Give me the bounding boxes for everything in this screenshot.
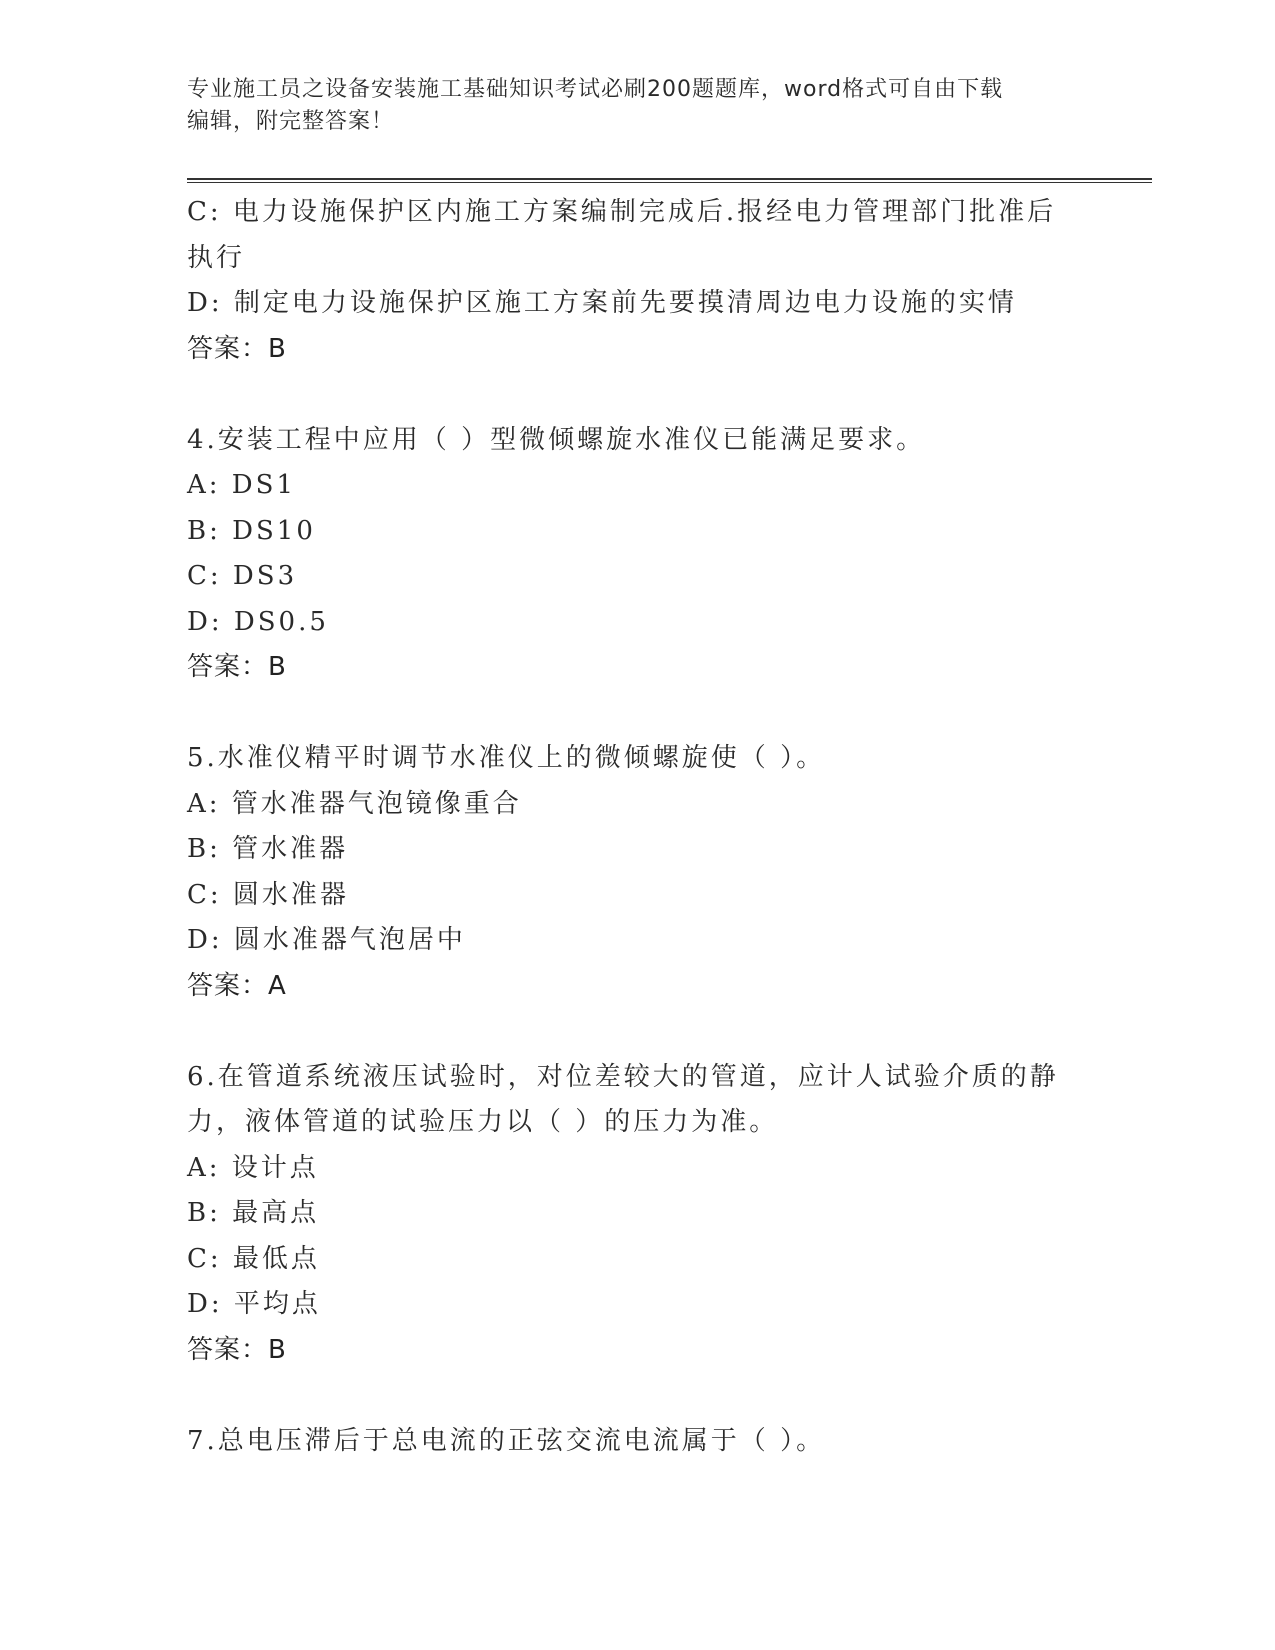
option-a: A: 管水准器气泡镜像重合: [187, 788, 522, 819]
option-b: B: 管水准器: [187, 834, 349, 864]
option-c-continued: 执行: [187, 242, 246, 273]
answer-label: 答案：B: [187, 333, 287, 364]
document-header: [187, 74, 1067, 138]
spacer: [187, 1373, 1067, 1419]
option-d: D: 平均点: [187, 1289, 321, 1319]
option-a: A: DS1: [187, 470, 296, 500]
spacer: [187, 372, 1067, 418]
option-c: C: 圆水准器: [187, 879, 349, 910]
header-divider: [187, 178, 1152, 183]
option-d: D: 圆水准器气泡居中: [187, 925, 466, 955]
header-title-line-1: 专业施工员之设备安装施工基础知识考试必刷200题题库，word格式可自由下载: [187, 77, 1004, 102]
spacer: [187, 1009, 1067, 1055]
answer-label: 答案：B: [187, 652, 287, 682]
question-stem-continued: 力，液体管道的试验压力以（ ）的压力为准。: [187, 1107, 779, 1137]
question-5: [187, 736, 1067, 1009]
question-stem: 6.在管道系统液压试验时，对位差较大的管道，应计人试验介质的静: [187, 1061, 1059, 1092]
option-b: B: DS10: [187, 515, 316, 546]
answer-label: 答案：B: [187, 1334, 287, 1365]
option-c: C: DS3: [187, 561, 298, 591]
option-c: C: 电力设施保护区内施工方案编制完成后.报经电力管理部门批准后: [187, 197, 1057, 227]
spacer: [187, 691, 1067, 737]
question-content: [187, 190, 1067, 1464]
question-7: [187, 1419, 1067, 1465]
question-stem: 5.水准仪精平时调节水准仪上的微倾螺旋使（ ）。: [187, 743, 826, 773]
option-c: C: 最低点: [187, 1243, 320, 1274]
option-d: D: 制定电力设施保护区施工方案前先要摸清周边电力设施的实情: [187, 288, 1017, 318]
option-a: A: 设计点: [187, 1152, 319, 1183]
question-6: [187, 1055, 1067, 1374]
question-4: [187, 418, 1067, 691]
question-stem: 4.安装工程中应用（ ）型微倾螺旋水准仪已能满足要求。: [187, 424, 926, 455]
question-stem: 7.总电压滞后于总电流的正弦交流电流属于（ ）。: [187, 1425, 826, 1456]
option-d: D: DS0.5: [187, 606, 329, 637]
option-b: B: 最高点: [187, 1198, 320, 1228]
header-title-line-2: 编辑，附完整答案！: [187, 109, 395, 134]
answer-label: 答案：A: [187, 970, 287, 1001]
question-3-continued: [187, 190, 1067, 372]
